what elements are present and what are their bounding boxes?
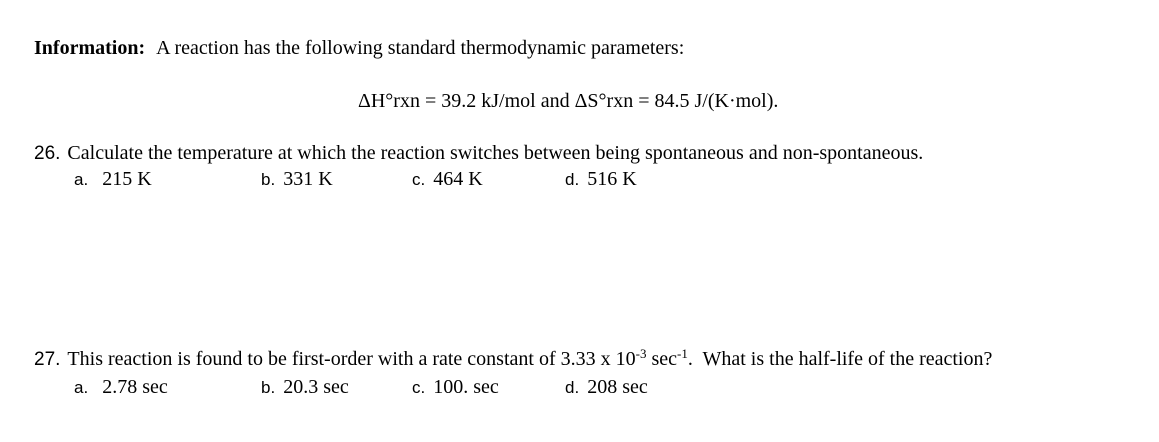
- question-26-option-d[interactable]: [565, 167, 637, 192]
- question-27-number: 27.: [34, 349, 61, 370]
- option-text: 20.3 sec: [283, 376, 349, 398]
- question-27-text-part: . What is the half-life of the reaction?: [687, 348, 993, 370]
- information-line: [34, 36, 684, 60]
- question-26-option-c[interactable]: [412, 167, 483, 192]
- option-letter: c.: [412, 170, 426, 189]
- question-26-text: Calculate the temperature at which the reaction switches between being spontaneous and non-spontaneous.: [67, 142, 924, 164]
- option-text: 331 K: [283, 168, 333, 190]
- question-26-option-b[interactable]: [261, 167, 333, 192]
- option-text: 464 K: [433, 168, 483, 190]
- question-26-option-a[interactable]: [74, 167, 152, 192]
- option-text: 208 sec: [587, 376, 648, 398]
- information-label: Information:: [34, 37, 146, 59]
- question-27-option-b[interactable]: [261, 375, 349, 400]
- question-26-number: 26.: [34, 143, 61, 164]
- option-letter: a.: [74, 170, 89, 189]
- option-text: 516 K: [587, 168, 637, 190]
- thermodynamic-equation: ΔH°rxn = 39.2 kJ/mol and ΔS°rxn = 84.5 J/(K·mol).: [358, 90, 779, 112]
- option-letter: d.: [565, 378, 580, 397]
- question-27-text-part: sec: [646, 348, 677, 370]
- question-26: [34, 141, 923, 166]
- question-27-option-a[interactable]: [74, 375, 168, 400]
- information-text: A reaction has the following standard thermodynamic parameters:: [156, 37, 685, 59]
- option-letter: d.: [565, 170, 580, 189]
- question-27-option-c[interactable]: [412, 375, 499, 400]
- option-text: 215 K: [102, 168, 152, 190]
- exponent-rate: -3: [635, 346, 647, 361]
- question-27-text-part: This reaction is found to be first-order with a rate constant of 3.33 x 10: [67, 348, 636, 370]
- option-text: 2.78 sec: [102, 376, 168, 398]
- option-letter: c.: [412, 378, 426, 397]
- option-letter: b.: [261, 378, 276, 397]
- question-27: [34, 347, 992, 372]
- option-letter: b.: [261, 170, 276, 189]
- question-27-option-d[interactable]: [565, 375, 648, 400]
- option-text: 100. sec: [433, 376, 499, 398]
- exponent-unit: -1: [677, 346, 688, 361]
- question-27-text: [67, 348, 992, 370]
- option-letter: a.: [74, 378, 89, 397]
